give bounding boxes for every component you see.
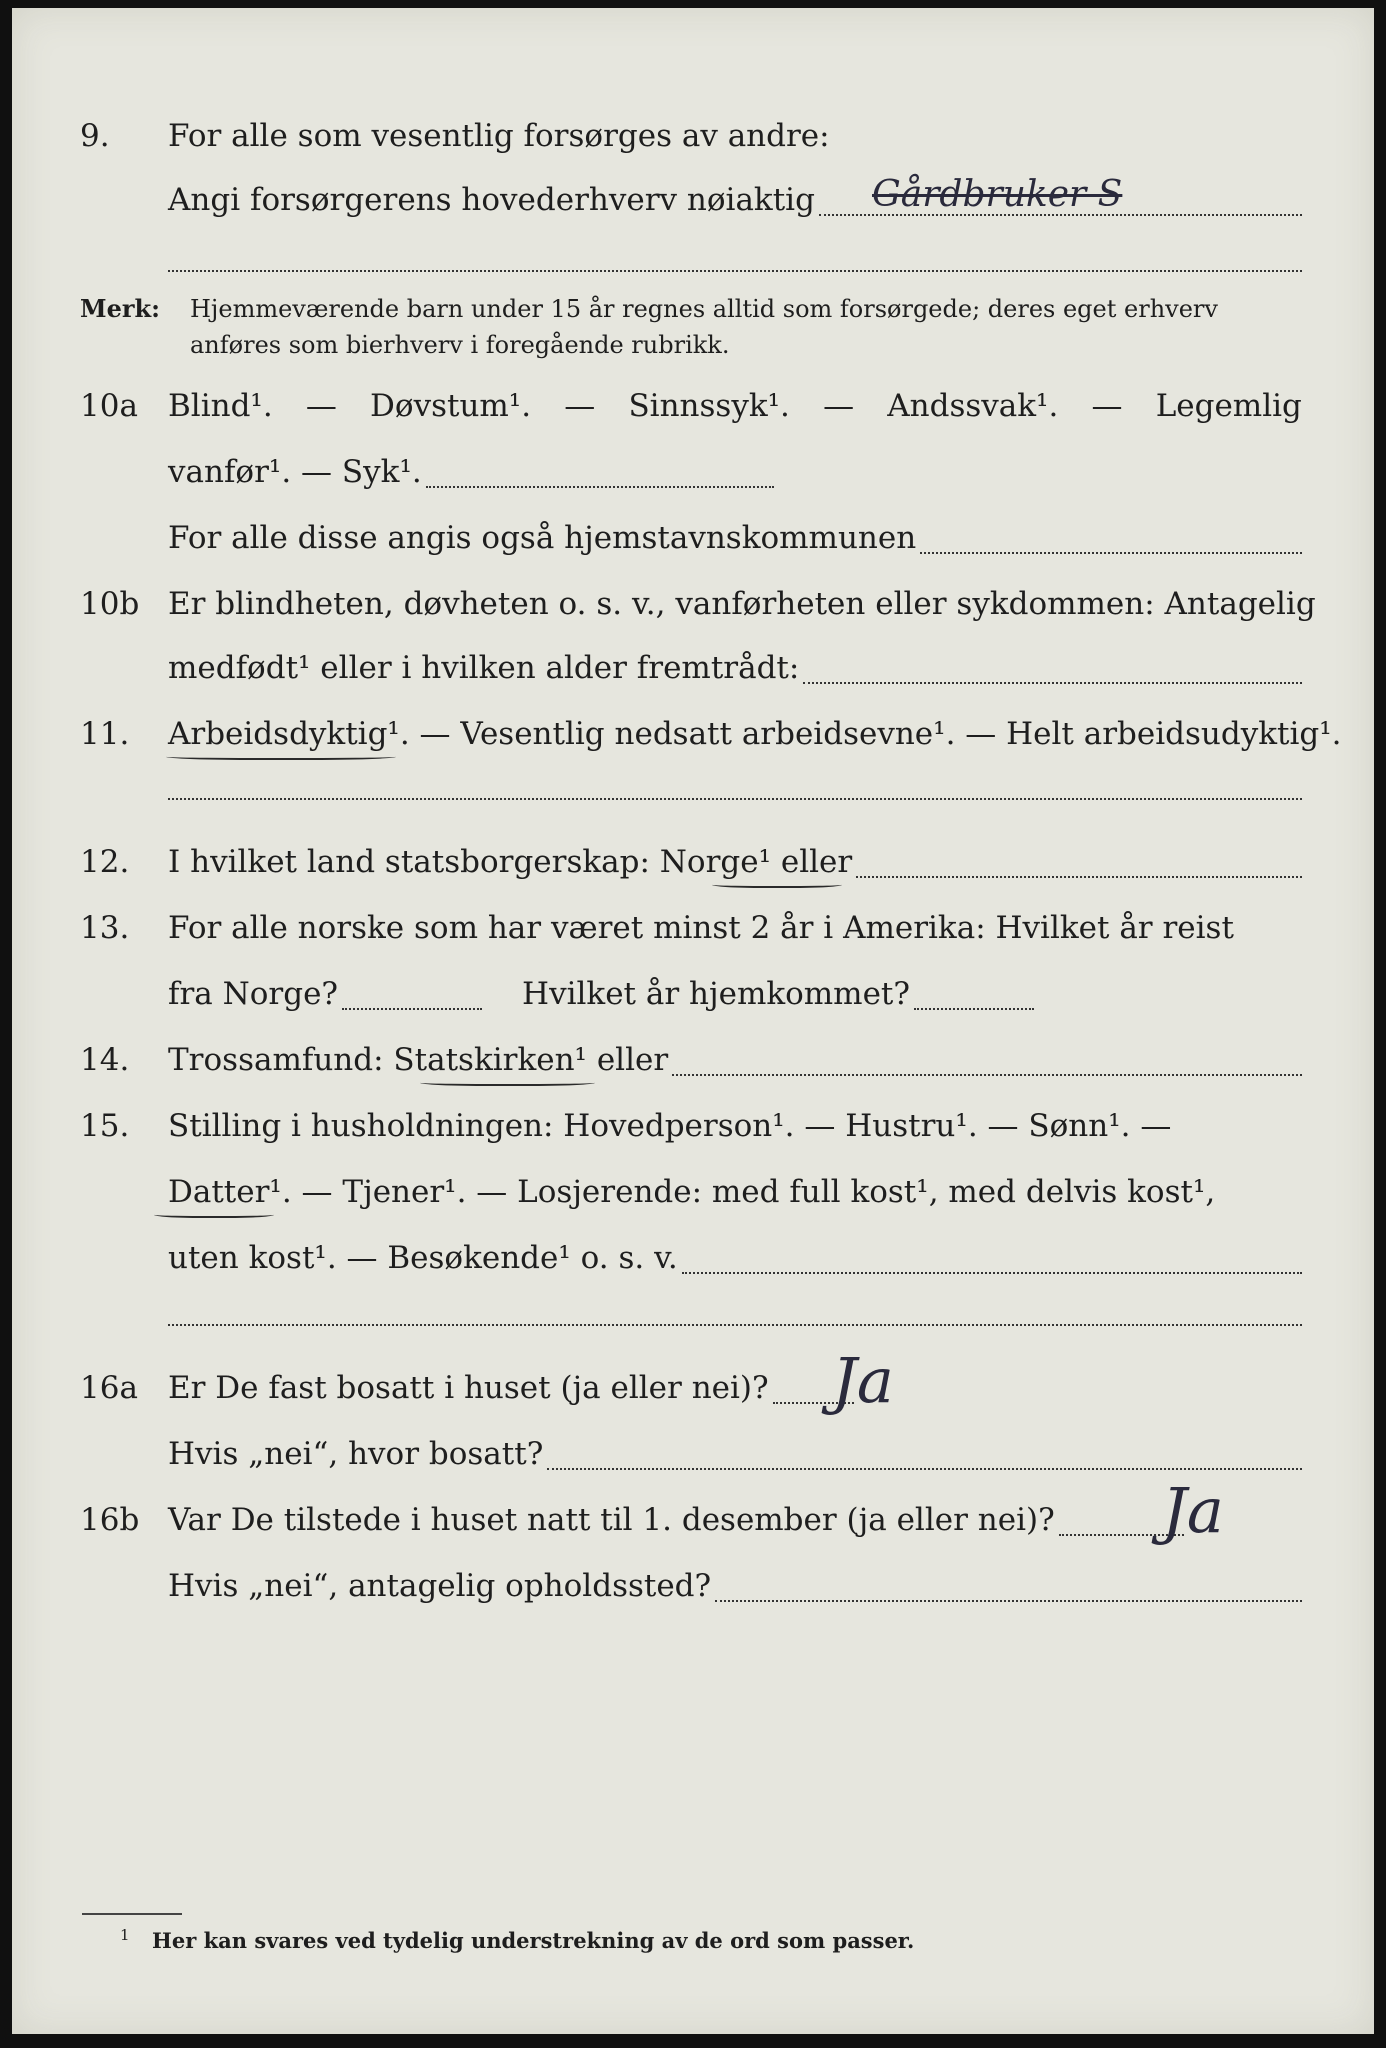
q16a-line1: Er De fast bosatt i huset (ja eller nei)? xyxy=(168,1358,854,1418)
q13-number: 13. xyxy=(80,910,130,946)
q12-underline-mark xyxy=(712,880,842,888)
footnote-mark: 1 xyxy=(120,1926,130,1944)
q9-blank-line xyxy=(168,270,1302,272)
q16b-row2 xyxy=(12,1556,1374,1616)
q12-line1: I hvilket land statsborgerskap: Norge¹ eller xyxy=(168,832,1302,892)
q15-row2 xyxy=(12,1162,1374,1222)
q9-handwritten-answer: Gårdbruker S xyxy=(872,174,1123,215)
q9-row xyxy=(12,106,1374,166)
footnote-rule xyxy=(82,1913,182,1915)
q10a-line2: vanfør¹. — Syk¹. xyxy=(168,442,774,502)
footnote-text: Her kan svares ved tydelig understrekning av de ord som passer. xyxy=(152,1928,915,1953)
q10a-row xyxy=(12,376,1374,436)
q14-row xyxy=(12,1030,1374,1090)
q15-underline-mark xyxy=(154,1210,274,1218)
q10b-row xyxy=(12,574,1374,634)
q10a-line3: For alle disse angis også hjemstavnskommunen xyxy=(168,508,1302,568)
q16b-row xyxy=(12,1474,1374,1550)
q16a-handwritten-answer: Ja xyxy=(832,1344,894,1417)
q11-underline-mark xyxy=(166,752,396,760)
q9-line2: Angi forsørgerens hovederhverv nøiaktig xyxy=(168,170,1302,230)
q10b-line1: Er blindheten, døvheten o. s. v., vanførheten eller sykdommen: Antagelig xyxy=(168,586,1316,622)
q15-row xyxy=(12,1096,1374,1156)
q14-underline-mark xyxy=(420,1078,595,1086)
q10a-line1: Blind¹. — Døvstum¹. — Sinnssyk¹. — Andssvak¹. — Legemlig xyxy=(168,388,1302,424)
q10a-number: 10a xyxy=(80,388,138,424)
q14-line1: Trossamfund: Statskirken¹ eller xyxy=(168,1030,1302,1090)
merk-line1: Hjemmeværende barn under 15 år regnes alltid som forsørgede; deres eget erhverv xyxy=(190,295,1218,323)
q16b-line1: Var De tilstede i huset natt til 1. desember (ja eller nei)? xyxy=(168,1490,1184,1550)
q15-line2: Datter¹. — Tjener¹. — Losjerende: med full kost¹, med delvis kost¹, xyxy=(168,1174,1216,1210)
q15-number: 15. xyxy=(80,1108,130,1144)
q16a-line2: Hvis „nei“, hvor bosatt? xyxy=(168,1424,1302,1484)
q16b-handwritten-answer: Ja xyxy=(1162,1474,1224,1547)
census-form-page xyxy=(12,8,1374,2034)
q12-row xyxy=(12,832,1374,892)
q11-row xyxy=(12,704,1374,764)
q13-row2 xyxy=(12,964,1374,1024)
q15-line3: uten kost¹. — Besøkende¹ o. s. v. xyxy=(168,1228,1302,1288)
q10b-line2: medfødt¹ eller i hvilken alder fremtrådt: xyxy=(168,638,1302,698)
q11-number: 11. xyxy=(80,716,130,752)
q12-number: 12. xyxy=(80,844,130,880)
q16a-row xyxy=(12,1344,1374,1418)
q9-row2 xyxy=(12,170,1374,230)
q16b-number: 16b xyxy=(80,1502,140,1538)
q9-number: 9. xyxy=(80,118,110,154)
q13-row xyxy=(12,898,1374,958)
q15-row3 xyxy=(12,1228,1374,1288)
q16a-number: 16a xyxy=(80,1370,138,1406)
merk-label: Merk: xyxy=(80,294,160,323)
merk-line2: anføres som bierhverv i foregående rubrikk. xyxy=(190,331,730,359)
q15-blank-line xyxy=(168,1324,1302,1326)
q10a-row3 xyxy=(12,508,1374,568)
q10a-row2 xyxy=(12,442,1374,502)
q13-line1: For alle norske som har været minst 2 år i Amerika: Hvilket år reist xyxy=(168,910,1234,946)
q10b-row2 xyxy=(12,638,1374,698)
q14-number: 14. xyxy=(80,1042,130,1078)
q16b-line2: Hvis „nei“, antagelig opholdssted? xyxy=(168,1556,1302,1616)
q15-line1: Stilling i husholdningen: Hovedperson¹. — Hustru¹. — Sønn¹. — xyxy=(168,1108,1172,1144)
q13-line2: fra Norge? Hvilket år hjemkommet? xyxy=(168,964,1034,1024)
q10b-number: 10b xyxy=(80,586,140,622)
q11-line1: Arbeidsdyktig¹. — Vesentlig nedsatt arbeidsevne¹. — Helt arbeidsudyktig¹. xyxy=(168,716,1342,752)
q9-line1: For alle som vesentlig forsørges av andre: xyxy=(168,118,830,154)
q11-blank-line xyxy=(168,798,1302,800)
